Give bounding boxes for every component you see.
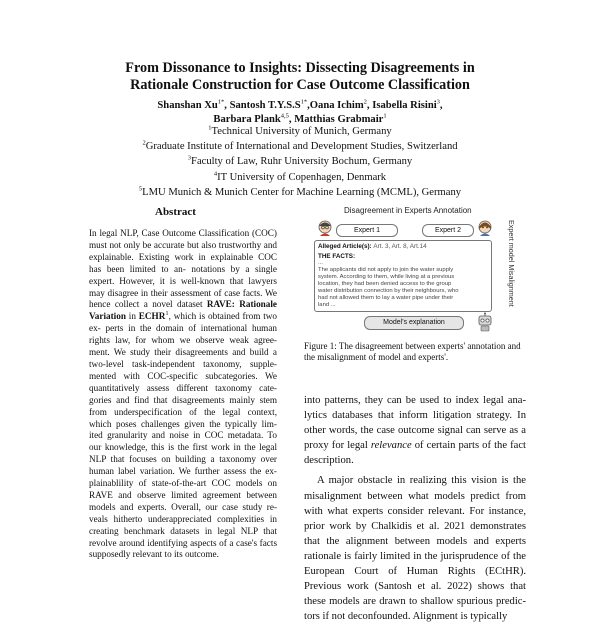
affiliation: $^1$Technical University of Munich, Germany [208,124,392,137]
abstract-heading: Abstract [155,206,196,218]
facts-heading: THE FACTS: [318,253,356,260]
figure-caption: Figure 1: The disagreement between experts' annotation and the misalignment of model and experts'. [304,341,521,363]
author: Barbara Plank [213,114,281,125]
paper-title [60,60,540,94]
paragraph: A major obstacle in realizing this vision is the misalignment between what models predict from with what experts consider relevant. For instance, prior work by Chalkidis et al. 2021 demonstrates that the alignment between models and experts rationale is fairly limited in the jurisprudence of the European Court of Human Rights (ECtHR). Previous work (Santosh et al. 2022) shows that these models are drawn to shallow spurious predic- tors if not deconfounded. Alignment is typically [304,475,526,623]
title-line-2: Rationale Construction for Case Outcome Classification [130,77,470,93]
author: Oana Ichim [309,100,364,111]
author: Santosh T.Y.S.S [229,100,301,111]
author: Isabella Risini [372,100,437,111]
dataset-name: RAVE: Rationale Variation [89,299,277,322]
model-explanation-label: Model's explanation [364,316,464,330]
author: Matthias Grabmair [294,114,384,125]
expert-1-avatar-icon [316,219,334,237]
expert-2-avatar-icon [476,219,494,237]
author: Shanshan Xu [157,100,218,111]
affiliation: $^3$Faculty of Law, Ruhr University Bochum, Germany [187,154,413,168]
affiliation: $^2$Graduate Institute of International and Development Studies, Switzerland [142,139,458,153]
abstract-body: In legal NLP, Case Outcome Classification (COC) must not only be accurate but also trustworthy and explainable. Existing work in explainable COC has been limited to an- notations by a single expert. However, it is well-known that lawyers may disagree in their assessment of case facts. We hence collect a novel dataset RAVE: Rationale Variation in ECHR$^1$, which is obtained from two ex- perts in the domain of international human rights law, for whom we observe weak agree- ment. We study their disagreements and build a two-level task-independent taxonomy, supple- mented with COC-specific subcategories. We quantitatively assess different taxonomy cate- gories and find that disagreements mainly stem from underspecification of the legal context, which poses challenges given the typically lim- ited granularity and noise in COC metadata. To our knowledge, this is the first work in the legal NLP that focuses on building a taxonomy over human label variation. We further assess the ex- plainablility of state-of-the-art COC models on RAVE and observe limited agreement between models and experts. Overall, our case study re- veals hitherto underappreciated complexities in creating benchmark datasets in legal NLP that revolve around identifying aspects of a case's facts supposedly relevant to its outcome. [89,228,278,560]
alleged-articles: Alleged Article(s): Art. 3, Art. 8, Art.14 [318,243,427,250]
paragraph: into patterns, they can be used to index legal ana- lytics databases that inform litigation strategy. In other words, the case outcome signal can serve as a proxy for legal relevance of certain parts of the fact description. [304,395,526,467]
expert-2-label: Expert 2 [422,224,474,237]
figure-title: Disagreement in Experts Annotation [344,206,472,215]
affiliation: $^5$LMU Munich & Munich Center for Machine Learning (MCML), Germany [138,185,462,198]
case-facts-box: Alleged Article(s): Art. 3, Art. 8, Art.14 THE FACTS: ... The applicants did not apply to join the water supply system. According to them, while living at a previous location, they had been denied access to the group water distribution connection by their neighbours, who had not allowed them to lay a water pipe under their land ... [314,240,492,312]
affiliation: $^4$IT University of Copenhagen, Denmark [213,170,387,183]
expert-1-label: Expert 1 [336,224,398,237]
body-text [304,393,526,624]
figure-1 [304,206,526,340]
affiliations [60,124,540,200]
figure-side-label: Expert model Misalignment [507,220,516,307]
author-list: Shanshan $Xu^{1*}$, Santosh $T.Y.S.S^{1*},Oana$ Ichim$^2$, Isabella Risini$^3$, Barbara Plank$^{4,5}$, Matthias Grabmair$^1$ [157,98,443,125]
robot-icon [476,312,494,332]
title-line-1: From Dissonance to Insights: Dissecting Disagreements in [125,60,475,76]
